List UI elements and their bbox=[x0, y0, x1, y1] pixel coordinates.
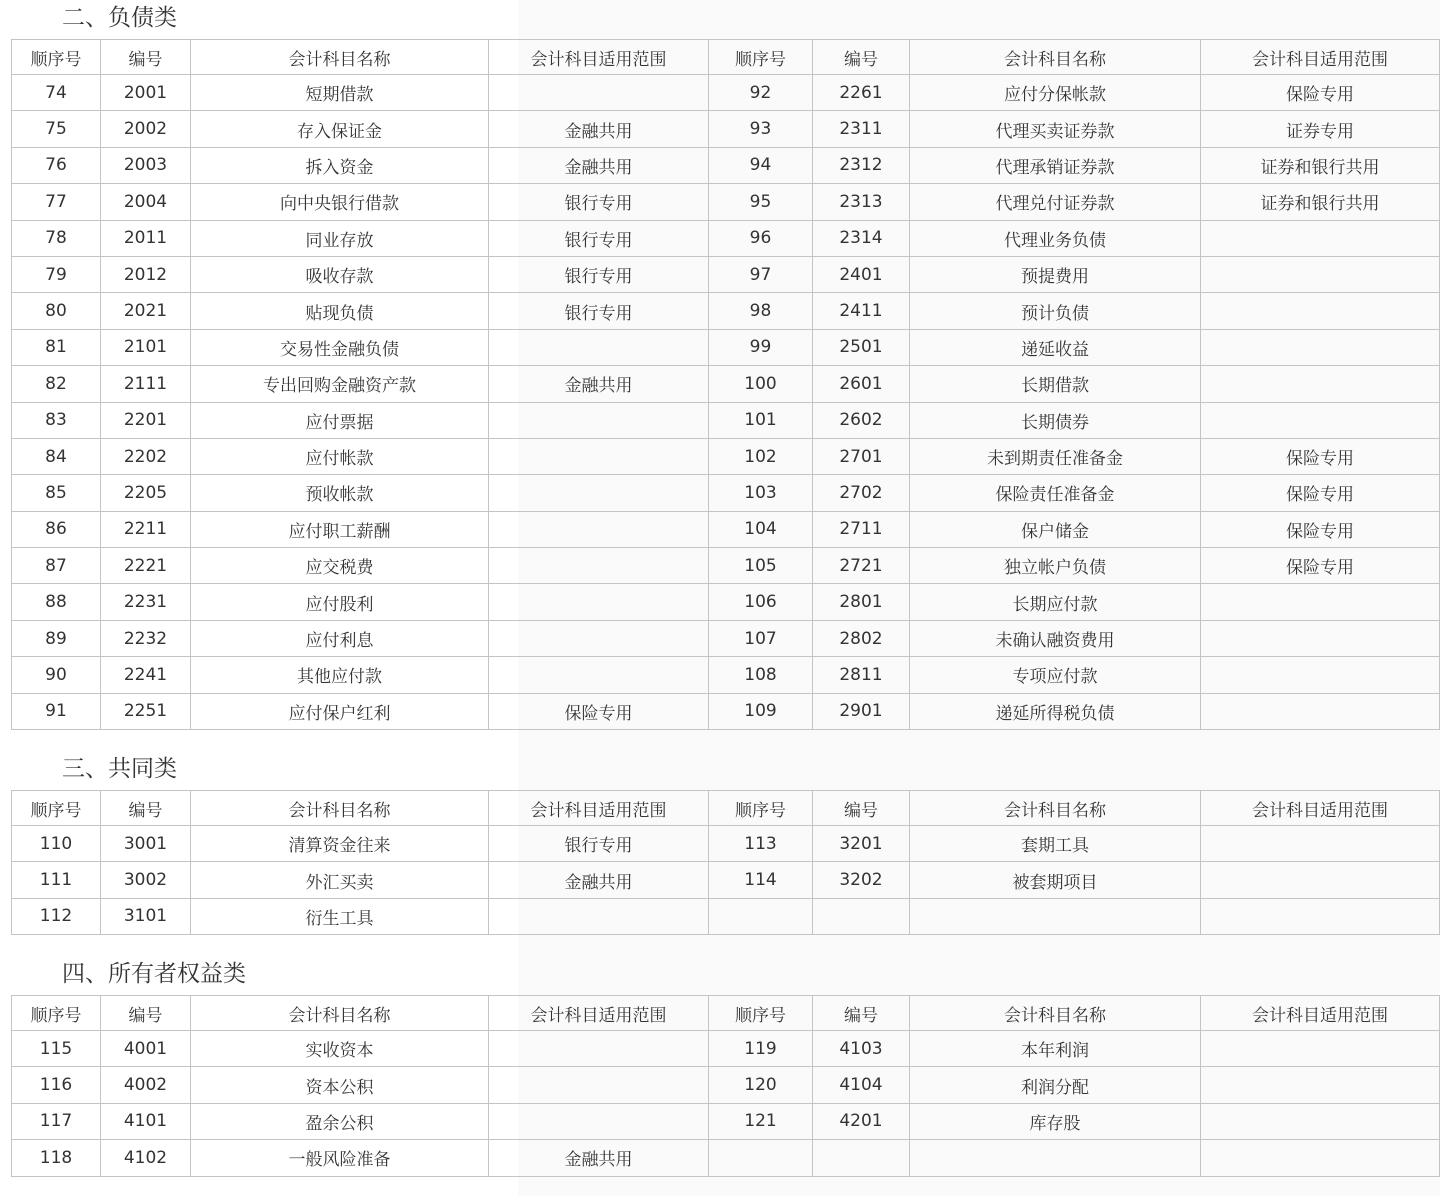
header-account-name: 会计科目名称 bbox=[191, 791, 489, 826]
cell-scope bbox=[489, 402, 709, 438]
cell-seq-no: 116 bbox=[12, 1067, 101, 1103]
cell-seq-no: 100 bbox=[709, 366, 813, 402]
cell-scope: 金融共用 bbox=[489, 1140, 709, 1176]
cell-scope bbox=[1201, 657, 1440, 693]
cell-account-name: 利润分配 bbox=[910, 1067, 1201, 1103]
cell-code: 3101 bbox=[101, 898, 191, 934]
table-row bbox=[12, 293, 1440, 329]
cell-seq-no: 74 bbox=[12, 75, 101, 111]
header-scope: 会计科目适用范围 bbox=[1201, 791, 1440, 826]
cell-code: 2311 bbox=[813, 111, 910, 147]
cell-account-name: 保户储金 bbox=[910, 511, 1201, 547]
cell-account-name: 预收帐款 bbox=[191, 475, 489, 511]
table-row bbox=[12, 184, 1440, 220]
table-row bbox=[12, 1031, 1440, 1067]
table-row bbox=[12, 584, 1440, 620]
cell-seq-no: 95 bbox=[709, 184, 813, 220]
table-row bbox=[12, 898, 1440, 934]
cell-scope bbox=[1201, 1140, 1440, 1176]
header-scope: 会计科目适用范围 bbox=[1201, 40, 1440, 75]
cell-seq-no: 80 bbox=[12, 293, 101, 329]
cell-account-name: 实收资本 bbox=[191, 1031, 489, 1067]
cell-code: 2801 bbox=[813, 584, 910, 620]
cell-scope: 保险专用 bbox=[1201, 75, 1440, 111]
header-code: 编号 bbox=[101, 40, 191, 75]
cell-code: 4201 bbox=[813, 1103, 910, 1139]
header-seq-no: 顺序号 bbox=[12, 996, 101, 1031]
table-row bbox=[12, 475, 1440, 511]
cell-code: 2111 bbox=[101, 366, 191, 402]
cell-account-name: 交易性金融负债 bbox=[191, 329, 489, 365]
cell-seq-no: 86 bbox=[12, 511, 101, 547]
cell-account-name: 短期借款 bbox=[191, 75, 489, 111]
cell-account-name: 被套期项目 bbox=[910, 862, 1201, 898]
table-row bbox=[12, 1140, 1440, 1176]
cell-code: 3202 bbox=[813, 862, 910, 898]
cell-code: 2021 bbox=[101, 293, 191, 329]
cell-code: 2241 bbox=[101, 657, 191, 693]
cell-account-name: 资本公积 bbox=[191, 1067, 489, 1103]
cell-scope bbox=[489, 898, 709, 934]
cell-code: 4101 bbox=[101, 1103, 191, 1139]
cell-account-name: 清算资金往来 bbox=[191, 826, 489, 862]
cell-seq-no: 118 bbox=[12, 1140, 101, 1176]
cell-scope bbox=[1201, 402, 1440, 438]
cell-scope bbox=[1201, 898, 1440, 934]
cell-account-name: 专出回购金融资产款 bbox=[191, 366, 489, 402]
cell-seq-no: 106 bbox=[709, 584, 813, 620]
cell-scope: 证券专用 bbox=[1201, 111, 1440, 147]
cell-seq-no: 105 bbox=[709, 548, 813, 584]
cell-code: 2221 bbox=[101, 548, 191, 584]
cell-scope bbox=[1201, 1031, 1440, 1067]
section-title-owners-equity: 四、所有者权益类 bbox=[62, 961, 246, 987]
cell-scope bbox=[489, 548, 709, 584]
cell-code: 2202 bbox=[101, 438, 191, 474]
cell-code: 2401 bbox=[813, 256, 910, 292]
cell-account-name: 预计负债 bbox=[910, 293, 1201, 329]
cell-code: 2004 bbox=[101, 184, 191, 220]
cell-account-name: 同业存放 bbox=[191, 220, 489, 256]
cell-seq-no: 110 bbox=[12, 826, 101, 862]
cell-seq-no: 81 bbox=[12, 329, 101, 365]
header-seq-no: 顺序号 bbox=[709, 40, 813, 75]
cell-account-name: 其他应付款 bbox=[191, 657, 489, 693]
cell-scope: 金融共用 bbox=[489, 147, 709, 183]
cell-scope bbox=[489, 584, 709, 620]
cell-account-name: 衍生工具 bbox=[191, 898, 489, 934]
cell-code: 2501 bbox=[813, 329, 910, 365]
table-row bbox=[12, 826, 1440, 862]
cell-seq-no: 91 bbox=[12, 693, 101, 729]
cell-seq-no: 115 bbox=[12, 1031, 101, 1067]
cell-seq-no: 96 bbox=[709, 220, 813, 256]
cell-code: 3002 bbox=[101, 862, 191, 898]
table-row bbox=[12, 256, 1440, 292]
cell-seq-no: 84 bbox=[12, 438, 101, 474]
cell-seq-no: 78 bbox=[12, 220, 101, 256]
cell-seq-no bbox=[709, 1140, 813, 1176]
cell-seq-no: 75 bbox=[12, 111, 101, 147]
cell-account-name: 保险责任准备金 bbox=[910, 475, 1201, 511]
cell-account-name: 套期工具 bbox=[910, 826, 1201, 862]
cell-code: 4102 bbox=[101, 1140, 191, 1176]
cell-scope bbox=[489, 511, 709, 547]
cell-seq-no bbox=[709, 898, 813, 934]
cell-seq-no: 79 bbox=[12, 256, 101, 292]
cell-scope: 银行专用 bbox=[489, 256, 709, 292]
cell-seq-no: 92 bbox=[709, 75, 813, 111]
cell-account-name: 贴现负债 bbox=[191, 293, 489, 329]
table-row bbox=[12, 220, 1440, 256]
cell-scope: 金融共用 bbox=[489, 862, 709, 898]
cell-scope bbox=[489, 620, 709, 656]
section-title-common: 三、共同类 bbox=[62, 756, 177, 782]
cell-account-name: 长期债券 bbox=[910, 402, 1201, 438]
cell-scope bbox=[1201, 220, 1440, 256]
cell-account-name: 一般风险准备 bbox=[191, 1140, 489, 1176]
common-table bbox=[11, 790, 1440, 935]
cell-code bbox=[813, 1140, 910, 1176]
cell-scope: 银行专用 bbox=[489, 220, 709, 256]
cell-seq-no: 97 bbox=[709, 256, 813, 292]
cell-scope bbox=[1201, 584, 1440, 620]
table-row bbox=[12, 1067, 1440, 1103]
cell-code: 4002 bbox=[101, 1067, 191, 1103]
cell-code: 2251 bbox=[101, 693, 191, 729]
cell-code: 2411 bbox=[813, 293, 910, 329]
cell-scope: 保险专用 bbox=[1201, 475, 1440, 511]
table-row bbox=[12, 329, 1440, 365]
cell-account-name: 未到期责任准备金 bbox=[910, 438, 1201, 474]
cell-scope bbox=[1201, 1103, 1440, 1139]
table-header-row bbox=[12, 996, 1440, 1031]
cell-scope bbox=[489, 329, 709, 365]
cell-account-name: 专项应付款 bbox=[910, 657, 1201, 693]
cell-scope bbox=[489, 75, 709, 111]
cell-scope bbox=[1201, 1067, 1440, 1103]
cell-seq-no: 101 bbox=[709, 402, 813, 438]
liabilities-table bbox=[11, 39, 1440, 730]
cell-seq-no: 99 bbox=[709, 329, 813, 365]
cell-account-name: 递延所得税负债 bbox=[910, 693, 1201, 729]
cell-code: 2811 bbox=[813, 657, 910, 693]
cell-seq-no: 109 bbox=[709, 693, 813, 729]
cell-code: 2312 bbox=[813, 147, 910, 183]
cell-scope: 保险专用 bbox=[1201, 438, 1440, 474]
cell-account-name: 应付帐款 bbox=[191, 438, 489, 474]
cell-code: 2701 bbox=[813, 438, 910, 474]
cell-seq-no: 98 bbox=[709, 293, 813, 329]
cell-code: 4104 bbox=[813, 1067, 910, 1103]
cell-code: 2002 bbox=[101, 111, 191, 147]
cell-seq-no: 76 bbox=[12, 147, 101, 183]
table-header-row bbox=[12, 791, 1440, 826]
cell-account-name: 递延收益 bbox=[910, 329, 1201, 365]
cell-scope: 金融共用 bbox=[489, 111, 709, 147]
cell-scope bbox=[489, 438, 709, 474]
header-code: 编号 bbox=[813, 791, 910, 826]
cell-code: 2101 bbox=[101, 329, 191, 365]
cell-seq-no: 108 bbox=[709, 657, 813, 693]
cell-code: 2602 bbox=[813, 402, 910, 438]
cell-scope bbox=[1201, 620, 1440, 656]
cell-scope: 证券和银行共用 bbox=[1201, 184, 1440, 220]
cell-scope bbox=[489, 475, 709, 511]
cell-seq-no: 112 bbox=[12, 898, 101, 934]
section-title-liabilities: 二、负债类 bbox=[62, 5, 177, 31]
table-row bbox=[12, 111, 1440, 147]
cell-scope bbox=[489, 657, 709, 693]
cell-scope bbox=[1201, 862, 1440, 898]
cell-seq-no: 119 bbox=[709, 1031, 813, 1067]
header-account-name: 会计科目名称 bbox=[910, 996, 1201, 1031]
cell-code: 2802 bbox=[813, 620, 910, 656]
cell-code bbox=[813, 898, 910, 934]
table-row bbox=[12, 366, 1440, 402]
header-code: 编号 bbox=[813, 996, 910, 1031]
cell-scope bbox=[489, 1067, 709, 1103]
cell-account-name: 长期借款 bbox=[910, 366, 1201, 402]
header-seq-no: 顺序号 bbox=[709, 791, 813, 826]
cell-scope: 证券和银行共用 bbox=[1201, 147, 1440, 183]
cell-account-name bbox=[910, 898, 1201, 934]
cell-scope: 保险专用 bbox=[489, 693, 709, 729]
cell-seq-no: 88 bbox=[12, 584, 101, 620]
cell-code: 3201 bbox=[813, 826, 910, 862]
cell-seq-no: 94 bbox=[709, 147, 813, 183]
cell-account-name: 应付职工薪酬 bbox=[191, 511, 489, 547]
cell-account-name: 应付票据 bbox=[191, 402, 489, 438]
cell-code: 2003 bbox=[101, 147, 191, 183]
table-row bbox=[12, 548, 1440, 584]
header-scope: 会计科目适用范围 bbox=[489, 40, 709, 75]
cell-scope bbox=[1201, 826, 1440, 862]
cell-seq-no: 85 bbox=[12, 475, 101, 511]
table-row bbox=[12, 402, 1440, 438]
cell-scope bbox=[1201, 293, 1440, 329]
table-row bbox=[12, 620, 1440, 656]
cell-seq-no: 89 bbox=[12, 620, 101, 656]
cell-code: 2012 bbox=[101, 256, 191, 292]
cell-seq-no: 111 bbox=[12, 862, 101, 898]
cell-seq-no: 121 bbox=[709, 1103, 813, 1139]
cell-scope: 保险专用 bbox=[1201, 511, 1440, 547]
cell-account-name: 长期应付款 bbox=[910, 584, 1201, 620]
owners-equity-table bbox=[11, 995, 1440, 1177]
cell-code: 2205 bbox=[101, 475, 191, 511]
header-account-name: 会计科目名称 bbox=[191, 40, 489, 75]
cell-code: 2721 bbox=[813, 548, 910, 584]
cell-account-name bbox=[910, 1140, 1201, 1176]
cell-seq-no: 77 bbox=[12, 184, 101, 220]
header-code: 编号 bbox=[813, 40, 910, 75]
cell-account-name: 预提费用 bbox=[910, 256, 1201, 292]
cell-account-name: 吸收存款 bbox=[191, 256, 489, 292]
header-seq-no: 顺序号 bbox=[12, 40, 101, 75]
table-row bbox=[12, 657, 1440, 693]
cell-account-name: 应付保户红利 bbox=[191, 693, 489, 729]
cell-code: 2201 bbox=[101, 402, 191, 438]
table-row bbox=[12, 693, 1440, 729]
cell-seq-no: 90 bbox=[12, 657, 101, 693]
cell-seq-no: 102 bbox=[709, 438, 813, 474]
header-seq-no: 顺序号 bbox=[12, 791, 101, 826]
cell-code: 2231 bbox=[101, 584, 191, 620]
cell-account-name: 本年利润 bbox=[910, 1031, 1201, 1067]
cell-scope bbox=[1201, 366, 1440, 402]
cell-scope: 银行专用 bbox=[489, 184, 709, 220]
cell-code: 2001 bbox=[101, 75, 191, 111]
cell-code: 2314 bbox=[813, 220, 910, 256]
cell-seq-no: 114 bbox=[709, 862, 813, 898]
cell-account-name: 应交税费 bbox=[191, 548, 489, 584]
cell-seq-no: 120 bbox=[709, 1067, 813, 1103]
cell-code: 2011 bbox=[101, 220, 191, 256]
cell-scope: 银行专用 bbox=[489, 293, 709, 329]
header-code: 编号 bbox=[101, 791, 191, 826]
cell-account-name: 应付分保帐款 bbox=[910, 75, 1201, 111]
cell-seq-no: 103 bbox=[709, 475, 813, 511]
cell-code: 2702 bbox=[813, 475, 910, 511]
header-scope: 会计科目适用范围 bbox=[489, 996, 709, 1031]
cell-scope bbox=[1201, 256, 1440, 292]
cell-account-name: 独立帐户负债 bbox=[910, 548, 1201, 584]
cell-code: 2261 bbox=[813, 75, 910, 111]
cell-account-name: 应付利息 bbox=[191, 620, 489, 656]
cell-account-name: 代理买卖证券款 bbox=[910, 111, 1201, 147]
cell-code: 2232 bbox=[101, 620, 191, 656]
cell-code: 2211 bbox=[101, 511, 191, 547]
table-row bbox=[12, 862, 1440, 898]
cell-scope: 银行专用 bbox=[489, 826, 709, 862]
table-header-row bbox=[12, 40, 1440, 75]
cell-account-name: 库存股 bbox=[910, 1103, 1201, 1139]
cell-account-name: 盈余公积 bbox=[191, 1103, 489, 1139]
cell-scope: 金融共用 bbox=[489, 366, 709, 402]
cell-account-name: 代理承销证券款 bbox=[910, 147, 1201, 183]
cell-scope bbox=[489, 1031, 709, 1067]
table-row bbox=[12, 1103, 1440, 1139]
cell-seq-no: 87 bbox=[12, 548, 101, 584]
cell-code: 2313 bbox=[813, 184, 910, 220]
cell-account-name: 向中央银行借款 bbox=[191, 184, 489, 220]
cell-seq-no: 82 bbox=[12, 366, 101, 402]
table-row bbox=[12, 147, 1440, 183]
header-account-name: 会计科目名称 bbox=[191, 996, 489, 1031]
cell-code: 2711 bbox=[813, 511, 910, 547]
cell-seq-no: 117 bbox=[12, 1103, 101, 1139]
cell-scope: 保险专用 bbox=[1201, 548, 1440, 584]
cell-seq-no: 93 bbox=[709, 111, 813, 147]
header-account-name: 会计科目名称 bbox=[910, 791, 1201, 826]
cell-account-name: 存入保证金 bbox=[191, 111, 489, 147]
cell-code: 3001 bbox=[101, 826, 191, 862]
header-scope: 会计科目适用范围 bbox=[489, 791, 709, 826]
cell-scope bbox=[1201, 693, 1440, 729]
table-row bbox=[12, 511, 1440, 547]
cell-seq-no: 113 bbox=[709, 826, 813, 862]
cell-seq-no: 107 bbox=[709, 620, 813, 656]
cell-account-name: 外汇买卖 bbox=[191, 862, 489, 898]
cell-account-name: 代理业务负债 bbox=[910, 220, 1201, 256]
cell-seq-no: 83 bbox=[12, 402, 101, 438]
cell-seq-no: 104 bbox=[709, 511, 813, 547]
header-seq-no: 顺序号 bbox=[709, 996, 813, 1031]
cell-scope bbox=[489, 1103, 709, 1139]
table-row bbox=[12, 75, 1440, 111]
cell-code: 4103 bbox=[813, 1031, 910, 1067]
table-row bbox=[12, 438, 1440, 474]
cell-account-name: 未确认融资费用 bbox=[910, 620, 1201, 656]
cell-account-name: 应付股利 bbox=[191, 584, 489, 620]
cell-code: 4001 bbox=[101, 1031, 191, 1067]
header-code: 编号 bbox=[101, 996, 191, 1031]
cell-scope bbox=[1201, 329, 1440, 365]
cell-account-name: 拆入资金 bbox=[191, 147, 489, 183]
cell-account-name: 代理兑付证券款 bbox=[910, 184, 1201, 220]
header-scope: 会计科目适用范围 bbox=[1201, 996, 1440, 1031]
header-account-name: 会计科目名称 bbox=[910, 40, 1201, 75]
cell-code: 2901 bbox=[813, 693, 910, 729]
cell-code: 2601 bbox=[813, 366, 910, 402]
